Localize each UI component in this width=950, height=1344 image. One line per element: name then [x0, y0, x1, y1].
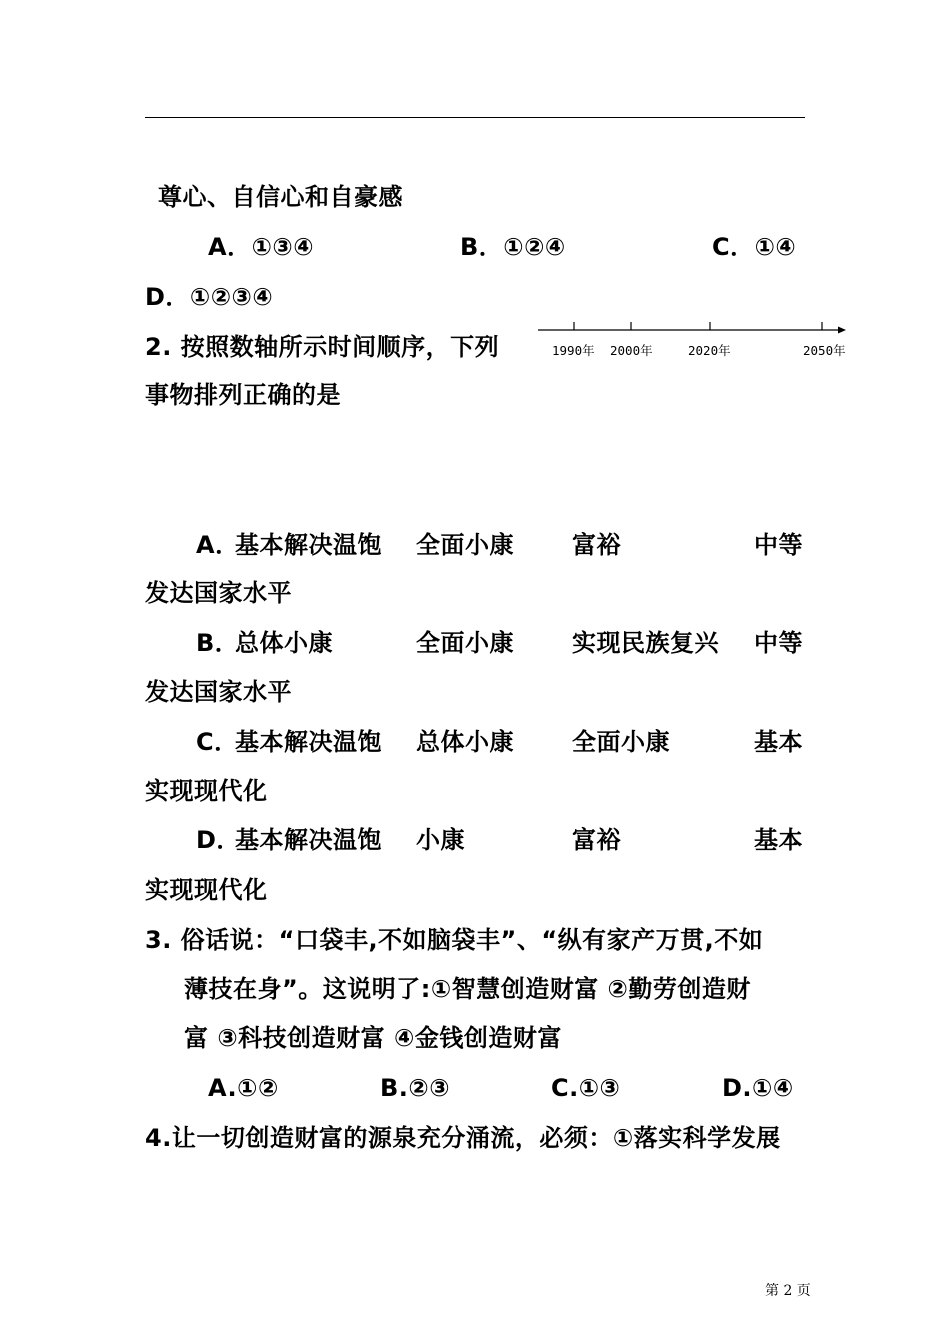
q3-stem-line2: 薄技在身”。这说明了:①智慧创造财富 ②勤劳创造财: [184, 975, 751, 1003]
timeline-label-1990: 1990年: [552, 343, 595, 358]
q2-option-a-col1: 基本解决温饱: [235, 531, 382, 559]
q2-stem-line1: 2. 按照数轴所示时间顺序，下列: [145, 333, 500, 361]
timeline-label-2050: 2050年: [803, 343, 846, 358]
timeline-arrow-icon: [838, 327, 846, 334]
q2-option-d-col4-cont: 实现现代化: [145, 876, 268, 904]
q4-stem-line1: 4.让一切创造财富的源泉充分涌流，必须：①落实科学发展: [145, 1124, 781, 1152]
q3-option-c[interactable]: C.①③: [551, 1074, 621, 1102]
q2-option-c-col2: 总体小康: [416, 728, 514, 756]
q2-option-c-letter[interactable]: C．: [196, 728, 239, 756]
q2-option-c-col4: 基本: [754, 728, 803, 756]
q1-option-a[interactable]: A．①③④: [208, 233, 315, 261]
q2-option-d-col4: 基本: [754, 826, 803, 854]
q2-option-b-letter[interactable]: B．: [196, 629, 240, 657]
q1-stem-tail: 尊心、自信心和自豪感: [158, 183, 403, 211]
q2-option-d-col3: 富裕: [572, 826, 621, 854]
q3-stem-line1: 3. 俗话说：“口袋丰,不如脑袋丰”、“纵有家产万贯,不如: [145, 926, 764, 954]
page-number: 第 2 页: [765, 1283, 811, 1299]
q3-option-a[interactable]: A.①②: [208, 1074, 279, 1102]
q1-option-b[interactable]: B．①②④: [460, 233, 566, 261]
q2-option-d-col2: 小康: [416, 826, 465, 854]
q2-option-d-col1: 基本解决温饱: [235, 826, 382, 854]
q2-option-b-col4: 中等: [754, 629, 803, 657]
q2-option-c-col3: 全面小康: [572, 728, 670, 756]
q2-option-b-col3: 实现民族复兴: [572, 629, 719, 657]
q3-stem-line3: 富 ③科技创造财富 ④金钱创造财富: [184, 1024, 562, 1052]
q2-option-a-col2: 全面小康: [416, 531, 514, 559]
q2-option-a-col4-cont: 发达国家水平: [145, 579, 292, 607]
q3-option-b[interactable]: B.②③: [380, 1074, 451, 1102]
q2-option-c-col1: 基本解决温饱: [235, 728, 382, 756]
q2-option-a-col4: 中等: [754, 531, 803, 559]
q2-option-a-letter[interactable]: A．: [196, 531, 240, 559]
timeline-label-2020: 2020年: [688, 343, 731, 358]
q2-option-b-col1: 总体小康: [235, 629, 333, 657]
q2-option-b-col4-cont: 发达国家水平: [145, 678, 292, 706]
q2-stem-line2: 事物排列正确的是: [145, 381, 341, 409]
header-rule: [145, 117, 805, 118]
timeline-label-2000: 2000年: [610, 343, 653, 358]
q2-option-d-letter[interactable]: D．: [196, 826, 241, 854]
q2-option-a-col3: 富裕: [572, 531, 621, 559]
timeline-axis: [538, 318, 858, 368]
q2-option-b-col2: 全面小康: [416, 629, 514, 657]
q1-option-d[interactable]: D．①②③④: [145, 283, 274, 311]
q1-option-c[interactable]: C．①④: [712, 233, 797, 261]
q2-option-c-col4-cont: 实现现代化: [145, 777, 268, 805]
q3-option-d[interactable]: D.①④: [722, 1074, 794, 1102]
